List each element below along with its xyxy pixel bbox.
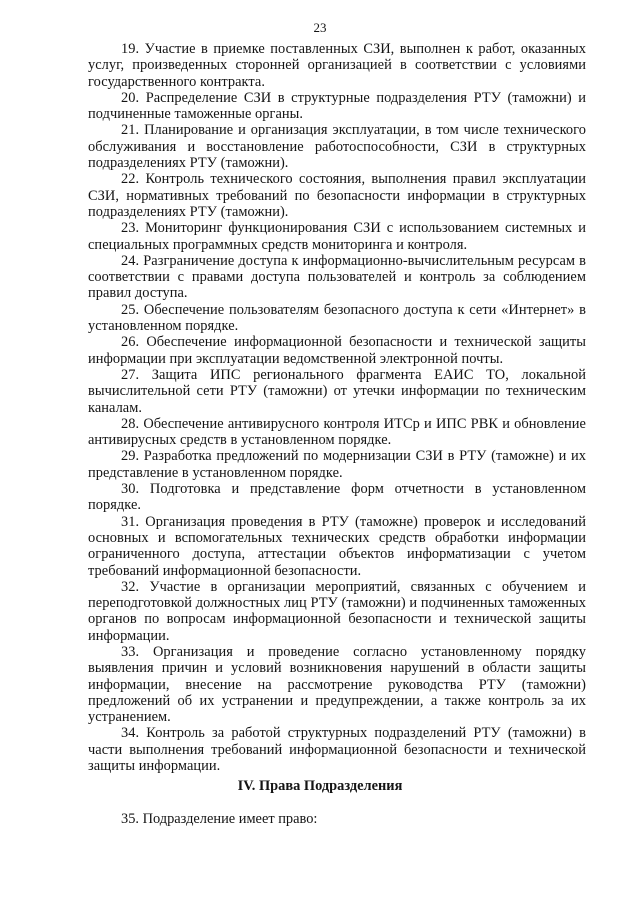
paragraph-29: 29. Разработка предложений по модернизации СЗИ в РТУ (таможне) и их представление в установленном порядке. bbox=[88, 448, 586, 481]
paragraph-24: 24. Разграничение доступа к информационно-вычислительным ресурсам в соответствии с правами доступа пользователей и контроль за соблюдением правил доступа. bbox=[88, 252, 586, 302]
paragraph-21: 21. Планирование и организация эксплуатации, в том числе технического обслуживания и восстановление работоспособности, СЗИ в структурных подразделениях РТУ (таможни). bbox=[88, 122, 586, 172]
paragraph-27: 27. Защита ИПС регионального фрагмента ЕАИС ТО, локальной вычислительной сети РТУ (таможни) от утечки информации по техническим каналам. bbox=[88, 366, 586, 416]
paragraph-31: 31. Организация проведения в РТУ (таможне) проверок и исследований основных и вспомогательных технических средств обработки информации ограниченного доступа, аттестации объектов информатизации с учетом требований информационной безопасности. bbox=[88, 513, 586, 579]
paragraph-34: 34. Контроль за работой структурных подразделений РТУ (таможни) в части выполнения требований информационной безопасности и технической защиты информации. bbox=[88, 725, 586, 775]
paragraph-25: 25. Обеспечение пользователям безопасного доступа к сети «Интернет» в установленном порядке. bbox=[88, 301, 586, 335]
duties-list bbox=[88, 41, 586, 774]
paragraph-33: 33. Организация и проведение согласно установленному порядку выявления причин и условий возникновения нарушений в области защиты информации, внесение на рассмотрение руководства РТУ (таможни) предложений об их устранении и предупреждении, а также контроль за их устранением. bbox=[88, 643, 586, 726]
paragraph-30: 30. Подготовка и представление форм отчетности в установленном порядке. bbox=[88, 481, 586, 514]
paragraph-26: 26. Обеспечение информационной безопасности и технической защиты информации при эксплуатации ведомственной электронной почты. bbox=[88, 334, 586, 367]
paragraph-19: 19. Участие в приемке поставленных СЗИ, выполнен к работ, оказанных услуг, произведенных сторонней организацией в соответствии с условиями государственного контракта. bbox=[88, 41, 586, 90]
paragraph-20: 20. Распределение СЗИ в структурные подразделения РТУ (таможни) и подчиненные таможенные органы. bbox=[88, 89, 586, 123]
paragraph-23: 23. Мониторинг функционирования СЗИ с использованием системных и специальных программных средств мониторинга и контроля. bbox=[88, 220, 586, 253]
page-number: 23 bbox=[313, 20, 327, 35]
paragraph-35: 35. Подразделение имеет право: bbox=[121, 811, 318, 827]
paragraph-32: 32. Участие в организации мероприятий, связанных с обучением и переподготовкой должностных лиц РТУ (таможни) и подчиненных таможенных органов по вопросам информационной безопасности и технической защиты информации. bbox=[88, 578, 586, 644]
paragraph-28: 28. Обеспечение антивирусного контроля ИТСр и ИПС РВК и обновление антивирусных средств в установленном порядке. bbox=[88, 415, 586, 449]
paragraph-22: 22. Контроль технического состояния, выполнения правил эксплуатации СЗИ, нормативных требований по безопасности информации в структурных подразделениях РТУ (таможни). bbox=[88, 171, 586, 220]
section-heading: IV. Права Подразделения bbox=[237, 778, 403, 794]
